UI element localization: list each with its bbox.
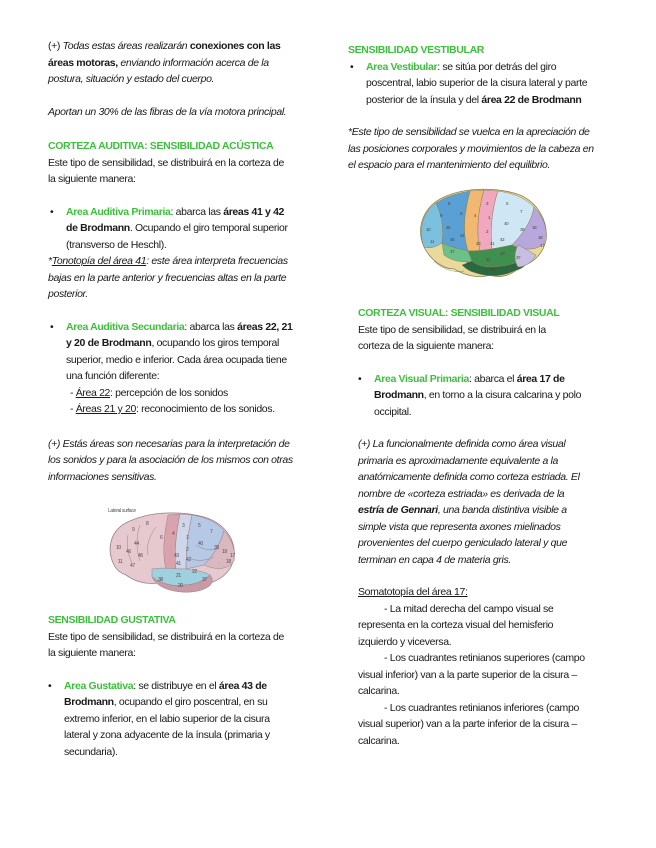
auditory-secondary-item: • Area Auditiva Secundaria: abarca las áreas 22, 21 y 20 de Brodmann, ocupando los giros temporal superior, medio e inferior. Cada área ocupada tiene una función diferente: - Área 22: percepción de los sonidos - Áreas 21 y 20: reconocimiento de los sonidos. bbox=[50, 320, 293, 415]
brain-label: 38 bbox=[158, 577, 163, 583]
brain-label: 20 bbox=[490, 267, 495, 272]
brain-label: 2 bbox=[486, 229, 489, 234]
brain-label: 19 bbox=[222, 549, 227, 555]
bullet: • bbox=[350, 60, 354, 73]
brain-label: 37 bbox=[516, 255, 521, 260]
lateral-brain-diagram-left bbox=[100, 505, 242, 597]
brain-label: 11 bbox=[118, 559, 123, 565]
brain-label: 39 bbox=[214, 545, 219, 551]
bullet: • bbox=[50, 320, 54, 333]
brain-label: 8 bbox=[448, 201, 451, 206]
motor-fiber-note: Aportan un 30% de las fibras de la vía motora principal. bbox=[48, 105, 287, 118]
vestibular-note: *Este tipo de sensibilidad se vuelca en la apreciación de las posiciones corporales y movimientos de la cabeza en el espacio para el mantenimiento del equilibrio. bbox=[348, 126, 594, 171]
brain-label: 7 bbox=[520, 209, 523, 214]
bullet: • bbox=[50, 205, 54, 218]
brain-label: 45 bbox=[450, 237, 455, 242]
brain-label: 4 bbox=[172, 531, 175, 537]
brain-label: 21 bbox=[486, 257, 491, 262]
striate-cortex-note: (+) La funcionalmente definida como área visual primaria es aproximadamente equivalente a la anatómicamente definida como corteza estriada. El nombre de «corteza estriada» es derivada de la estría de Gennari, una banda distintiva visible a simple vista que representa axones mielinados provenientes del cuerpo geniculado lateral y que terminan en capa 4 de materia gris. bbox=[358, 438, 580, 566]
somatotopy-item-1: - La mitad derecha del campo visual se representa en la corteza visual del hemisferio izquierdo y viceversa. bbox=[358, 602, 554, 648]
intro-paragraph: (+) Todas estas áreas realizarán conexiones con las áreas motoras, enviando información acerca de la postura, situación y estado del cuerpo. bbox=[48, 40, 281, 85]
brain-label: 19 bbox=[532, 225, 537, 230]
tonotopy-note: *Tonotopía del área 41: este área interpreta frecuencias bajas en la parte anterior y frecuencias altas en la parte posterior. bbox=[48, 255, 288, 300]
brain-label: 47 bbox=[130, 563, 135, 569]
gustatory-intro: Este tipo de sensibilidad, se distribuirá en la corteza de la siguiente manera: bbox=[48, 630, 284, 659]
brain-label: 44 bbox=[460, 233, 465, 238]
visual-section-title: CORTEZA VISUAL: SENSIBILIDAD VISUAL bbox=[358, 307, 560, 319]
brain-label: 2 bbox=[186, 547, 189, 553]
right-column bbox=[348, 42, 608, 174]
brain-label: 17 bbox=[230, 553, 235, 559]
brain-label: 9 bbox=[132, 527, 135, 533]
brain-label: 40 bbox=[198, 541, 203, 547]
somatotopy-item-3: - Los cuadrantes retinianos inferiores (campo visual superior) van a la parte inferior de la cisura – calcarina. bbox=[358, 701, 579, 747]
brain-label: 37 bbox=[202, 577, 207, 583]
brain-label: 5 bbox=[506, 201, 509, 206]
brain-label: 38 bbox=[466, 261, 471, 266]
gustatory-item: • Area Gustativa: se distribuye en el área 43 de Brodmann, ocupando el giro poscentral, en su extremo inferior, en el labio superior de la cisura lateral y zona adyacente de la ínsula (primaria y secundaria). bbox=[48, 679, 270, 758]
brain-label: 8 bbox=[146, 521, 149, 527]
visual-intro: Este tipo de sensibilidad, se distribuirá en la corteza de la siguiente manera: bbox=[358, 323, 546, 352]
brain-label: 46 bbox=[126, 549, 131, 555]
brain-label: 1 bbox=[186, 535, 189, 541]
gustatory-section bbox=[48, 612, 308, 760]
brain-label: 6 bbox=[160, 535, 163, 541]
brain-label: 5 bbox=[198, 523, 201, 529]
vestibular-section-title: SENSIBILIDAD VESTIBULAR bbox=[348, 44, 485, 56]
somatotopy-item-2: - Los cuadrantes retinianos superiores (campo visual inferior) van a la parte superior de la cisura – calcarina. bbox=[358, 652, 585, 697]
brain-label: 46 bbox=[446, 225, 451, 230]
brain-label: 43 bbox=[174, 553, 179, 559]
brain-label: 42 bbox=[186, 557, 191, 563]
somatotopy-title: Somatotopía del área 17: bbox=[358, 586, 468, 598]
figure-caption: Lateral surface bbox=[108, 508, 136, 514]
brain-label: 18 bbox=[226, 559, 231, 565]
auditory-association-note: (+) Estás áreas son necesarias para la interpretación de los sonidos y para la asociación de los mismos con otras informaciones sensitivas. bbox=[48, 437, 293, 483]
brain-label: 3 bbox=[486, 201, 489, 206]
brain-label: 40 bbox=[504, 221, 509, 226]
gustatory-section-title: SENSIBILIDAD GUSTATIVA bbox=[48, 614, 176, 626]
brain-label: 4 bbox=[474, 213, 477, 218]
brain-label: 41 bbox=[176, 561, 181, 567]
auditory-primary-item: • Area Auditiva Primaria: abarca las áreas 41 y 42 de Brodmann. Ocupando el giro temporal superior (transverso de Heschl). bbox=[50, 205, 288, 251]
brain-label: 17 bbox=[540, 243, 545, 248]
brain-label: 6 bbox=[460, 211, 463, 216]
lateral-brain-diagram-right bbox=[414, 185, 550, 285]
brain-label: 43 bbox=[476, 241, 481, 246]
bullet: • bbox=[358, 372, 362, 385]
area-21-20-line: - Áreas 21 y 20: reconocimiento de los sonidos. bbox=[70, 403, 275, 415]
brain-label: 1 bbox=[488, 215, 491, 220]
brain-label: 47 bbox=[450, 249, 455, 254]
brain-label: 42 bbox=[500, 237, 505, 242]
brain-label: 10 bbox=[426, 227, 431, 232]
bullet: • bbox=[48, 679, 52, 692]
brain-label: 39 bbox=[520, 227, 525, 232]
area-22-line: - Área 22: percepción de los sonidos bbox=[70, 386, 228, 399]
visual-section bbox=[358, 305, 608, 749]
left-column bbox=[48, 38, 308, 485]
brain-label: 22 bbox=[500, 251, 505, 256]
brain-label: 10 bbox=[116, 545, 121, 551]
vestibular-item: • Area Vestibular: se sitúa por detrás del giro poscentral, labio superior de la cisura lateral y parte posterior de la ínsula y del área 22 de Brodmann bbox=[350, 60, 588, 106]
brain-label: 44 bbox=[134, 541, 139, 547]
brain-label: 21 bbox=[176, 573, 181, 579]
visual-primary-item: • Area Visual Primaria: abarca el área 17 de Brodmann, en torno a la cisura calcarina y polo occipital. bbox=[358, 372, 582, 418]
brain-label: 45 bbox=[138, 553, 143, 559]
brain-label: 7 bbox=[210, 529, 213, 535]
brain-label: 9 bbox=[440, 213, 443, 218]
brain-label: 11 bbox=[430, 239, 434, 244]
brain-label: 3 bbox=[182, 523, 185, 529]
brain-label: 22 bbox=[192, 569, 197, 575]
auditory-section-title: CORTEZA AUDITIVA: SENSIBILIDAD ACÚSTICA bbox=[48, 140, 274, 152]
brain-label: 41 bbox=[490, 241, 495, 246]
auditory-intro: Este tipo de sensibilidad, se distribuirá en la corteza de la siguiente manera: bbox=[48, 156, 284, 185]
brain-label: 18 bbox=[538, 235, 543, 240]
brain-label: 20 bbox=[178, 583, 183, 589]
